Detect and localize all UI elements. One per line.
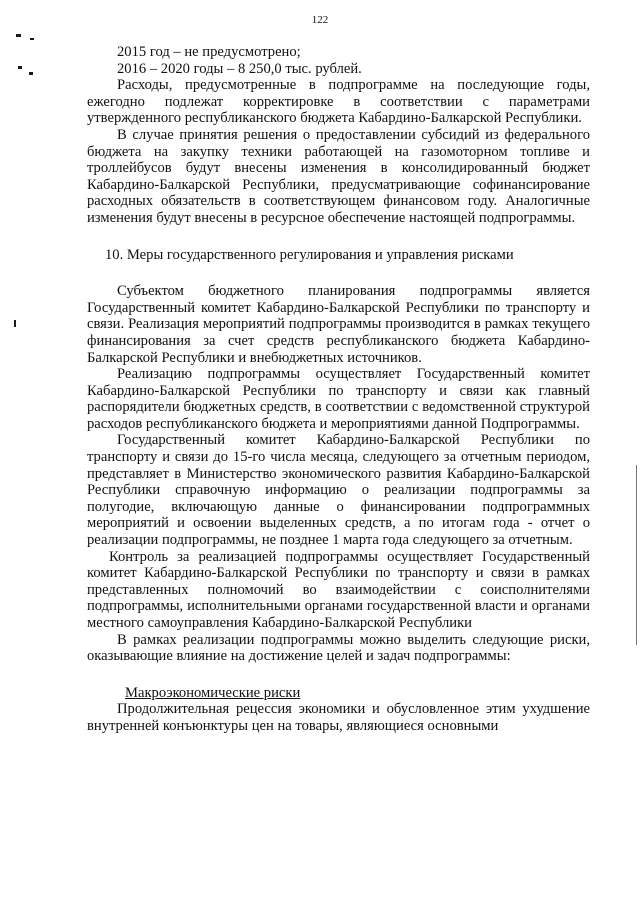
paragraph: Контроль за реализацией подпрограммы осуществляет Государственный комитет Кабардино-Балкарской Республики по транспорту и связи в рамках представленных полномочий во взаимодействии с соисполнителями подпрограммы, исполнительными органами государственной власти и органами местного самоуправления Кабардино-Балкарской Республики (87, 548, 590, 631)
paragraph: В случае принятия решения о предоставлении субсидий из федерального бюджета на закупку техники работающей на газомоторном топливе и троллейбусов будут внесены изменения в консолидированный бюджет Кабардино-Балкарской Республики, предусматривающие софинансирование расходных обязательств в соответствующем финансовом году. Аналогичные изменения будут внесены в ресурсное обеспечение настоящей подпрограммы. (87, 126, 590, 226)
text-line: 2015 год – не предусмотрено; (117, 44, 301, 60)
paragraph: Государственный комитет Кабардино-Балкарской Республики по транспорту и связи до 15-го числа месяца, следующего за отчетным периодом, представляет в Министерство экономического развития Кабардино-Балкарской Республики справочную информацию о реализации подпрограммы за полугодие, включающую данные о финансировании подпрограммных мероприятий и освоении выделенных средств, а по итогам года - отчет о реализации подпрограммы, не позднее 1 марта года следующего за отчетным. (87, 432, 590, 549)
text-line: 2016 – 2020 годы – 8 250,0 тыс. рублей. (117, 60, 362, 77)
scan-mark (29, 72, 33, 75)
scan-mark (14, 320, 16, 327)
scan-mark (18, 66, 22, 69)
scan-mark (16, 34, 21, 37)
paragraph: Продолжительная рецессия экономики и обусловленное этим ухудшение внутренней конъюнктуры цен на товары, являющиеся основными (87, 701, 590, 734)
scan-mark (30, 38, 34, 40)
page-number: 122 (311, 14, 329, 26)
paragraph: Субъектом бюджетного планирования подпрограммы является Государственный комитет Кабардино-Балкарской Республики по транспорту и связи. Реализация мероприятий подпрограммы производится в рамках текущего финансирования за счет средств республиканского бюджета Кабардино-Балкарской Республики и внебюджетных источников. (87, 283, 590, 366)
document-body (87, 44, 590, 735)
paragraph: В рамках реализации подпрограммы можно выделить следующие риски, оказывающие влияние на достижение целей и задач подпрограммы: (87, 631, 590, 665)
section-heading: 10. Меры государственного регулирования и управления рисками (105, 246, 514, 263)
subsection-heading: Макроэкономические риски (125, 684, 301, 701)
scan-edge (636, 465, 637, 645)
paragraph: Расходы, предусмотренные в подпрограмме на последующие годы, ежегодно подлежат корректировке в соответствии с параметрами утвержденного республиканского бюджета Кабардино-Балкарской Республики. (87, 77, 590, 127)
paragraph: Реализацию подпрограммы осуществляет Государственный комитет Кабардино-Балкарской Республики по транспорту и связи как главный распорядители бюджетных средств, в соответствии с ведомственной структурой расходов республиканского бюджета и мероприятиями данной Подпрограммы. (87, 366, 590, 432)
